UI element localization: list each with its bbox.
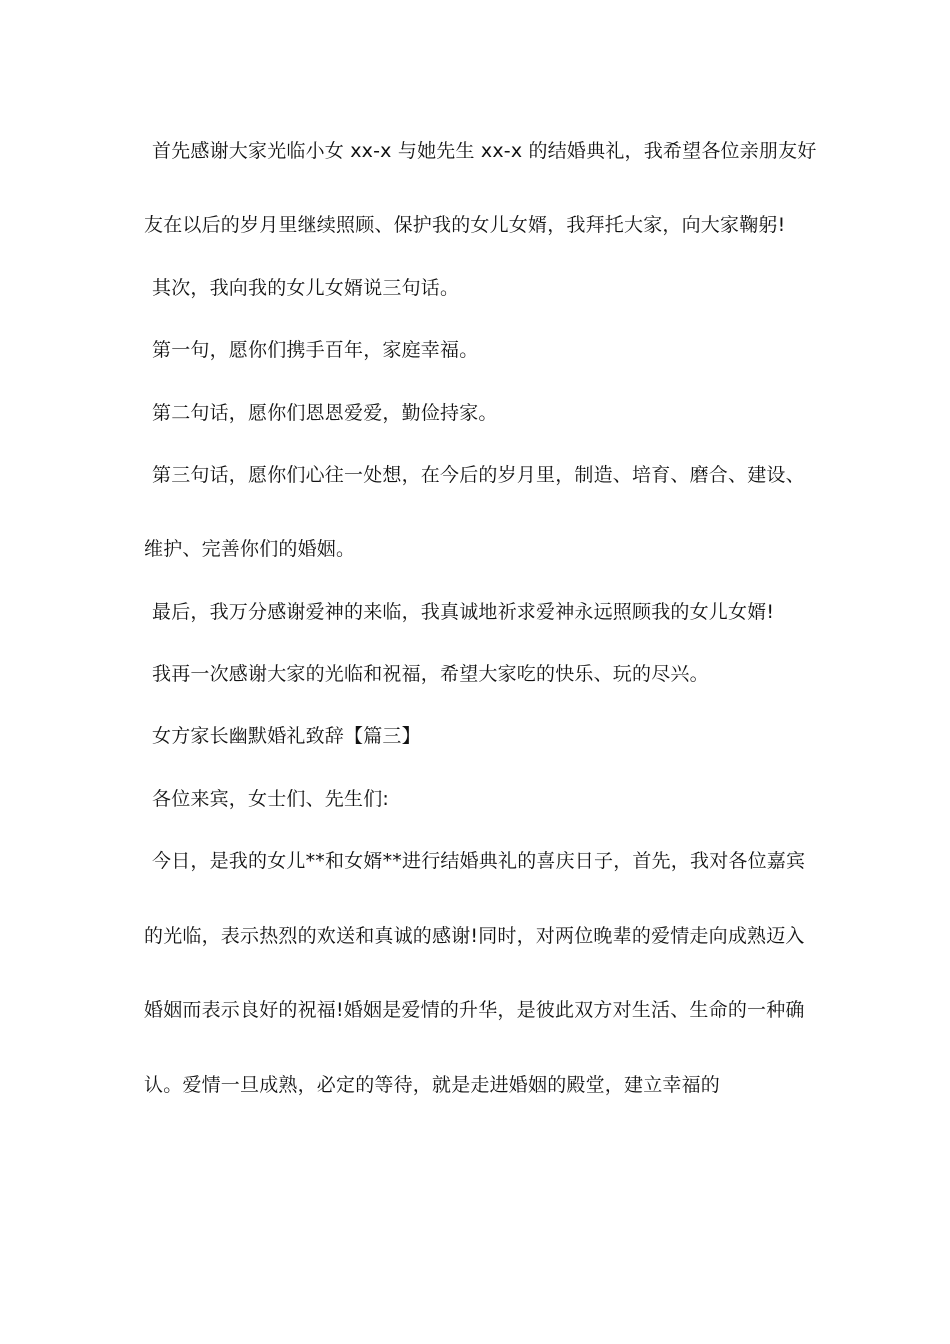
- paragraph-line: 婚姻而表示良好的祝福!婚姻是爱情的升华，是彼此双方对生活、生命的一种确: [144, 999, 805, 1021]
- paragraph-line: 我再一次感谢大家的光临和祝福，希望大家吃的快乐、玩的尽兴。: [152, 663, 709, 685]
- paragraph-line: 认。爱情一旦成熟，必定的等待，就是走进婚姻的殿堂，建立幸福的: [144, 1074, 721, 1096]
- paragraph-line: 的光临，表示热烈的欢送和真诚的感谢!同时，对两位晚辈的爱情走向成熟迈入: [144, 925, 805, 947]
- paragraph-line: 维护、完善你们的婚姻。: [144, 538, 356, 560]
- paragraph-line: 各位来宾，女士们、先生们:: [152, 788, 390, 810]
- section-heading: 女方家长幽默婚礼致辞【篇三】: [152, 725, 421, 747]
- paragraph-line: 第三句话，愿你们心往一处想，在今后的岁月里，制造、培育、磨合、建设、: [152, 464, 805, 486]
- paragraph-line: 第一句，愿你们携手百年，家庭幸福。: [152, 339, 479, 361]
- paragraph-line: 最后，我万分感谢爱神的来临，我真诚地祈求爱神永远照顾我的女儿女婿!: [152, 601, 775, 623]
- paragraph-line: 第二句话，愿你们恩恩爱爱，勤俭持家。: [152, 402, 498, 424]
- paragraph-line: 其次，我向我的女儿女婿说三句话。: [152, 277, 460, 299]
- paragraph-line: 首先感谢大家光临小女 xx-x 与她先生 xx-x 的结婚典礼，我希望各位亲朋友好: [152, 140, 817, 162]
- paragraph-line: 友在以后的岁月里继续照顾、保护我的女儿女婿，我拜托大家，向大家鞠躬!: [144, 214, 786, 236]
- paragraph-line: 今日，是我的女儿**和女婿**进行结婚典礼的喜庆日子，首先，我对各位嘉宾: [152, 850, 806, 872]
